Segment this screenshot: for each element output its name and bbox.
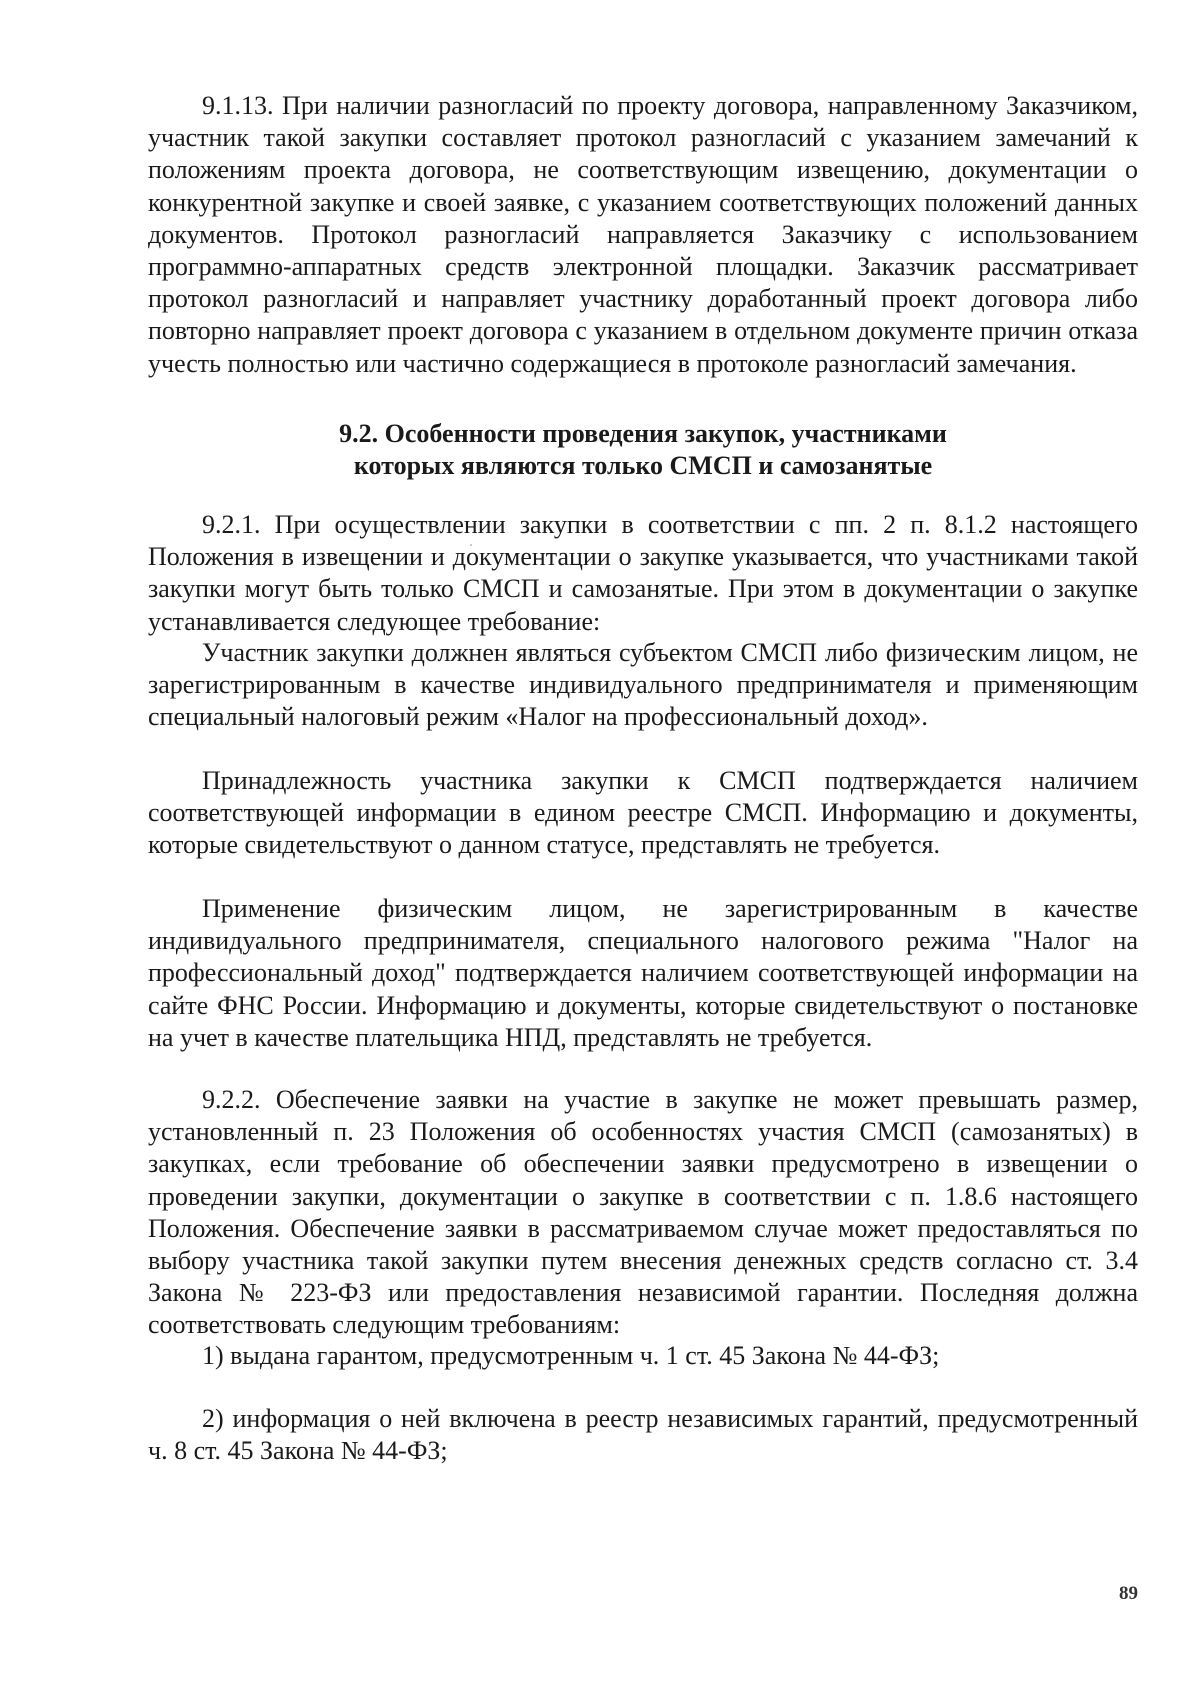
paragraph-participant-requirement: Участник закупки должнен являться субъектом СМСП либо физическим лицом, не зарегистрированным в качестве индивидуального предпринимателя и применяющим специальный налоговый режим «Налог на профессиональный доход».: [148, 638, 1138, 732]
paragraph-9-2-1: 9.2.1. При осуществлении закупки в соответствии с пп. 2 п. 8.1.2 настоящего Положения в извещении и документации о закупке указывается, что участниками такой закупки могут быть только СМСП и самозанятые. При этом в документации о закупке устанавливается следующее требование:: [148, 510, 1138, 636]
paragraph-9-1-13: 9.1.13. При наличии разногласий по проекту договора, направленному Заказчиком, участник такой закупки составляет протокол разногласий с указанием замечаний к положениям проекта договора, не соответствующим извещению, документации о конкурентной закупке и своей заявке, с указанием соответствующих положений данных документов. Протокол разногласий направляется Заказчику с использованием программно-аппаратных средств электронной площадки. Заказчик рассматривает протокол разногласий и направляет участнику доработанный проект договора либо повторно направляет проект договора с указанием в отдельном документе причин отказа учесть полностью или частично содержащиеся в протоколе разногласий замечания.: [148, 91, 1138, 378]
section-heading-line-2: которых являются только СМСП и самозанятые: [353, 451, 933, 480]
paragraph-npd-application: Применение физическим лицом, не зарегистрированным в качестве индивидуального предпринимателя, специального налогового режима "Налог на профессиональный доход" подтверждается наличием соответствующей информации на сайте ФНС России. Информацию и документы, которые свидетельствуют о постановке на учет в качестве плательщика НПД, представлять не требуется.: [148, 894, 1138, 1052]
paragraph-9-2-2: 9.2.2. Обеспечение заявки на участие в закупке не может превышать размер, установленный п. 23 Положения об особенностях участия СМСП (самозанятых) в закупках, если требование об обеспечении заявки предусмотрено в извещении о проведении закупки, документации о закупке в соответствии с п. 1.8.6 настоящего Положения. Обеспечение заявки в рассматриваемом случае может предоставляться по выбору участника такой закупки путем внесения денежных средств согласно ст. 3.4 Закона № 223-ФЗ или предоставления независимой гарантии. Последняя должна соответствовать следующим требованиям:: [148, 1085, 1138, 1340]
page-number: 89: [1119, 1583, 1138, 1604]
section-heading-line-1: 9.2. Особенности проведения закупок, участниками: [339, 419, 947, 448]
list-item-1: 1) выдана гарантом, предусмотренным ч. 1 ст. 45 Закона № 44-ФЗ;: [202, 1341, 940, 1370]
section-heading-9-2: [148, 418, 1138, 482]
paragraph-smsp-membership: Принадлежность участника закупки к СМСП подтверждается наличием соответствующей информации в едином реестре СМСП. Информацию и документы, которые свидетельствуют о данном статусе, представлять не требуется.: [148, 766, 1138, 860]
list-item-2: 2) информация о ней включена в реестр независимых гарантий, предусмотренный ч. 8 ст. 45 Закона № 44-ФЗ;: [148, 1404, 1138, 1466]
